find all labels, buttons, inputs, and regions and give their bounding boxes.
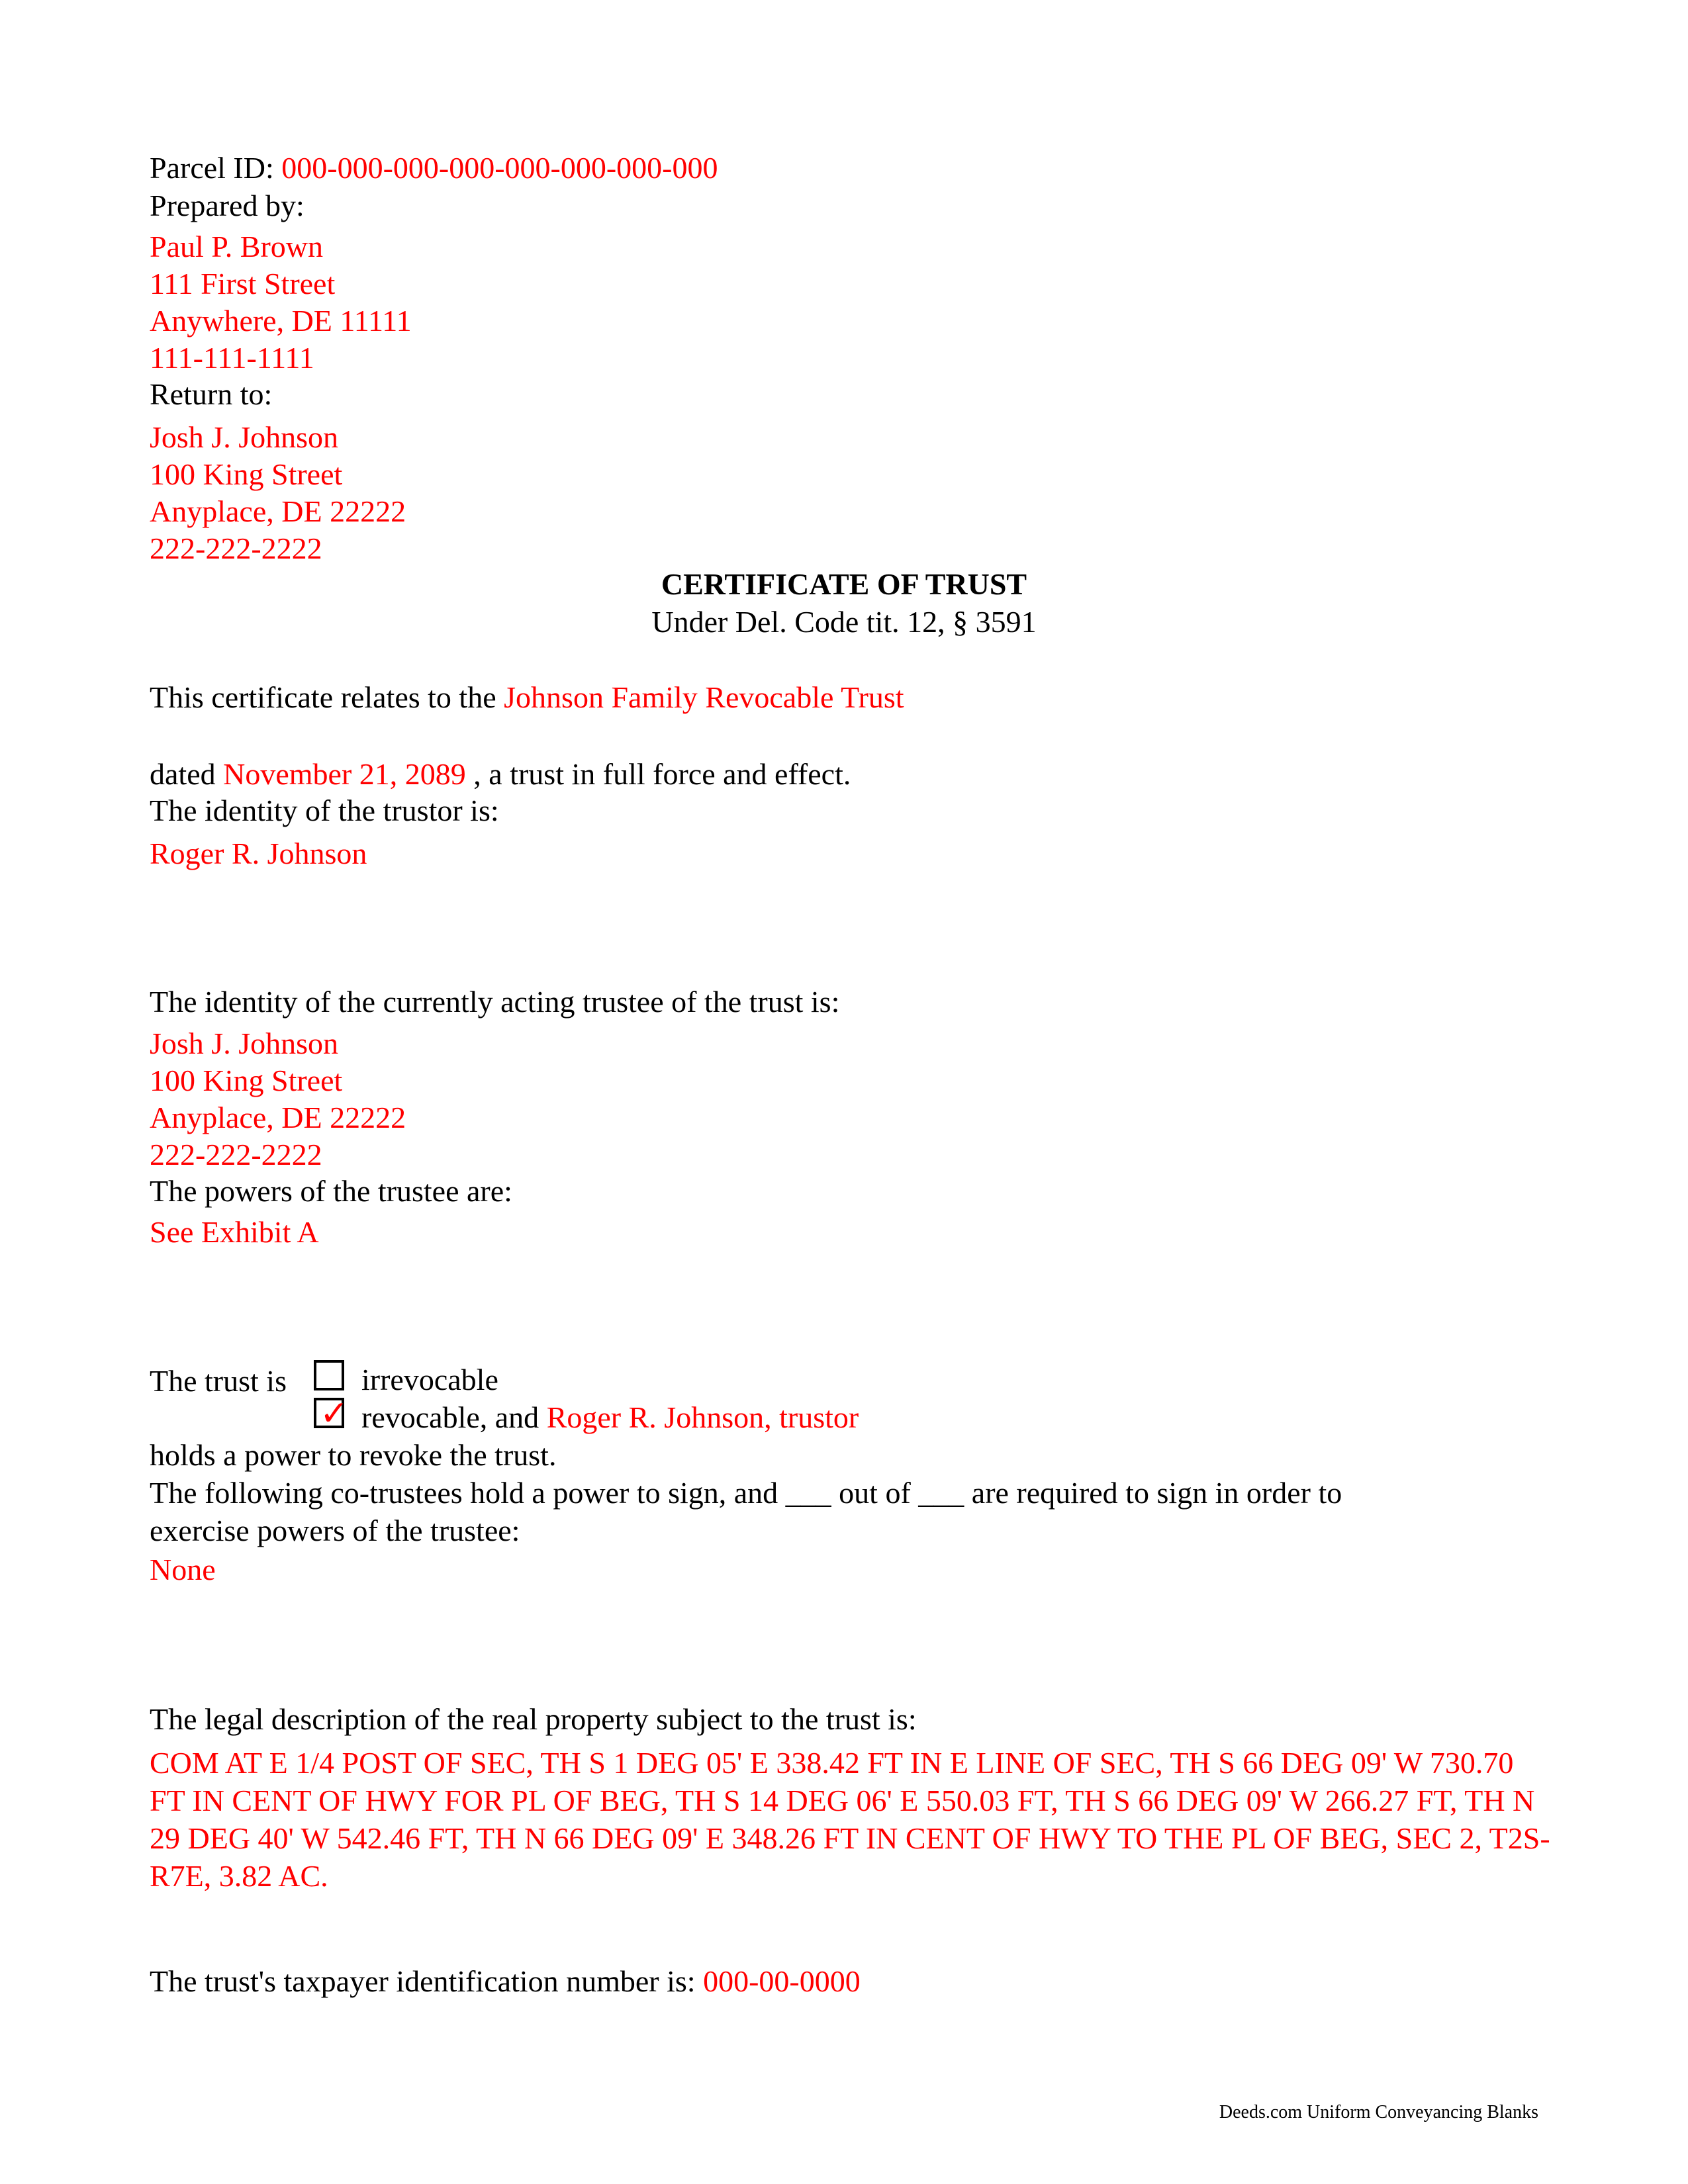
document-title: CERTIFICATE OF TRUST: [661, 567, 1027, 601]
return-to-street: 100 King Street: [150, 457, 343, 491]
trustee-label: The identity of the currently acting trustee of the trust is:: [150, 985, 840, 1019]
relates-text: This certificate relates to the: [150, 680, 496, 714]
trustee-city: Anyplace, DE 22222: [150, 1101, 406, 1134]
trust-is-label: The trust is: [150, 1364, 287, 1398]
trust-name: Johnson Family Revocable Trust: [504, 680, 904, 714]
prepared-by-street: 111 First Street: [150, 267, 336, 300]
return-to-name: Josh J. Johnson: [150, 420, 339, 454]
document-subtitle: Under Del. Code tit. 12, § 3591: [651, 605, 1037, 639]
return-to-label: Return to:: [150, 377, 273, 411]
revocable-label: revocable, and: [361, 1400, 539, 1434]
powers-label: The powers of the trustee are:: [150, 1174, 512, 1208]
dated-label: dated: [150, 757, 216, 791]
revocable-checkbox[interactable]: [314, 1394, 349, 1433]
cotrustees-value: None: [150, 1553, 216, 1586]
parcel-id-value: 000-000-000-000-000-000-000-000: [281, 151, 718, 185]
trustee-name: Josh J. Johnson: [150, 1026, 339, 1060]
dated-suffix: , a trust in full force and effect.: [473, 757, 851, 791]
cotrustees-text-2: exercise powers of the trustee:: [150, 1514, 520, 1547]
return-to-city: Anyplace, DE 22222: [150, 494, 406, 528]
prepared-by-phone: 111-111-1111: [150, 341, 314, 375]
trustor-label: The identity of the trustor is:: [150, 794, 499, 827]
irrevocable-label: irrevocable: [361, 1363, 498, 1396]
parcel-id-line: [150, 150, 718, 187]
trustor-name: Roger R. Johnson: [150, 837, 367, 870]
revoker-name: Roger R. Johnson, trustor: [546, 1400, 859, 1434]
footer-text: Deeds.com Uniform Conveyancing Blanks: [1219, 2102, 1538, 2122]
trustee-block: [150, 1025, 406, 1173]
parcel-id-label: Parcel ID:: [150, 151, 274, 185]
check-mark-icon: ✓: [320, 1394, 349, 1433]
trust-date: November 21, 2089: [223, 757, 466, 791]
powers-value: See Exhibit A: [150, 1215, 319, 1249]
cotrustees-text-1: The following co-trustees hold a power to sign, and ___ out of ___ are required to sign in order to: [150, 1476, 1342, 1510]
legal-description: COM AT E 1/4 POST OF SEC, TH S 1 DEG 05' E 338.42 FT IN E LINE OF SEC, TH S 66 DEG 09' W 730.70 FT IN CENT OF HWY FOR PL OF BEG, TH S 14 DEG 06' E 550.03 FT, TH S 66 DEG 09' W 266.27 FT, TH N 29 DEG 40' W 542.46 FT, TH N 66 DEG 09' E 348.26 FT IN CENT OF HWY TO THE PL OF BEG, SEC 2, T2S-R7E, 3.82 AC.: [150, 1746, 1550, 1893]
tin-line: [150, 1963, 861, 2000]
trustee-street: 100 King Street: [150, 1064, 343, 1097]
tin-label: The trust's taxpayer identification number is:: [150, 1964, 696, 1998]
trustee-phone: 222-222-2222: [150, 1138, 322, 1171]
trust-name-line: [150, 679, 904, 716]
legal-description-label: The legal description of the real property subject to the trust is:: [150, 1702, 917, 1736]
irrevocable-checkbox[interactable]: [314, 1360, 344, 1390]
revocable-line: [361, 1399, 859, 1436]
holds-power-text: holds a power to revoke the trust.: [150, 1438, 557, 1472]
prepared-by-block: [150, 228, 412, 377]
dated-line: [150, 756, 851, 793]
return-to-phone: 222-222-2222: [150, 531, 322, 565]
prepared-by-city: Anywhere, DE 11111: [150, 304, 412, 338]
prepared-by-label: Prepared by:: [150, 189, 305, 222]
prepared-by-name: Paul P. Brown: [150, 230, 323, 263]
return-to-block: [150, 419, 406, 567]
tin-value: 000-00-0000: [703, 1964, 861, 1998]
